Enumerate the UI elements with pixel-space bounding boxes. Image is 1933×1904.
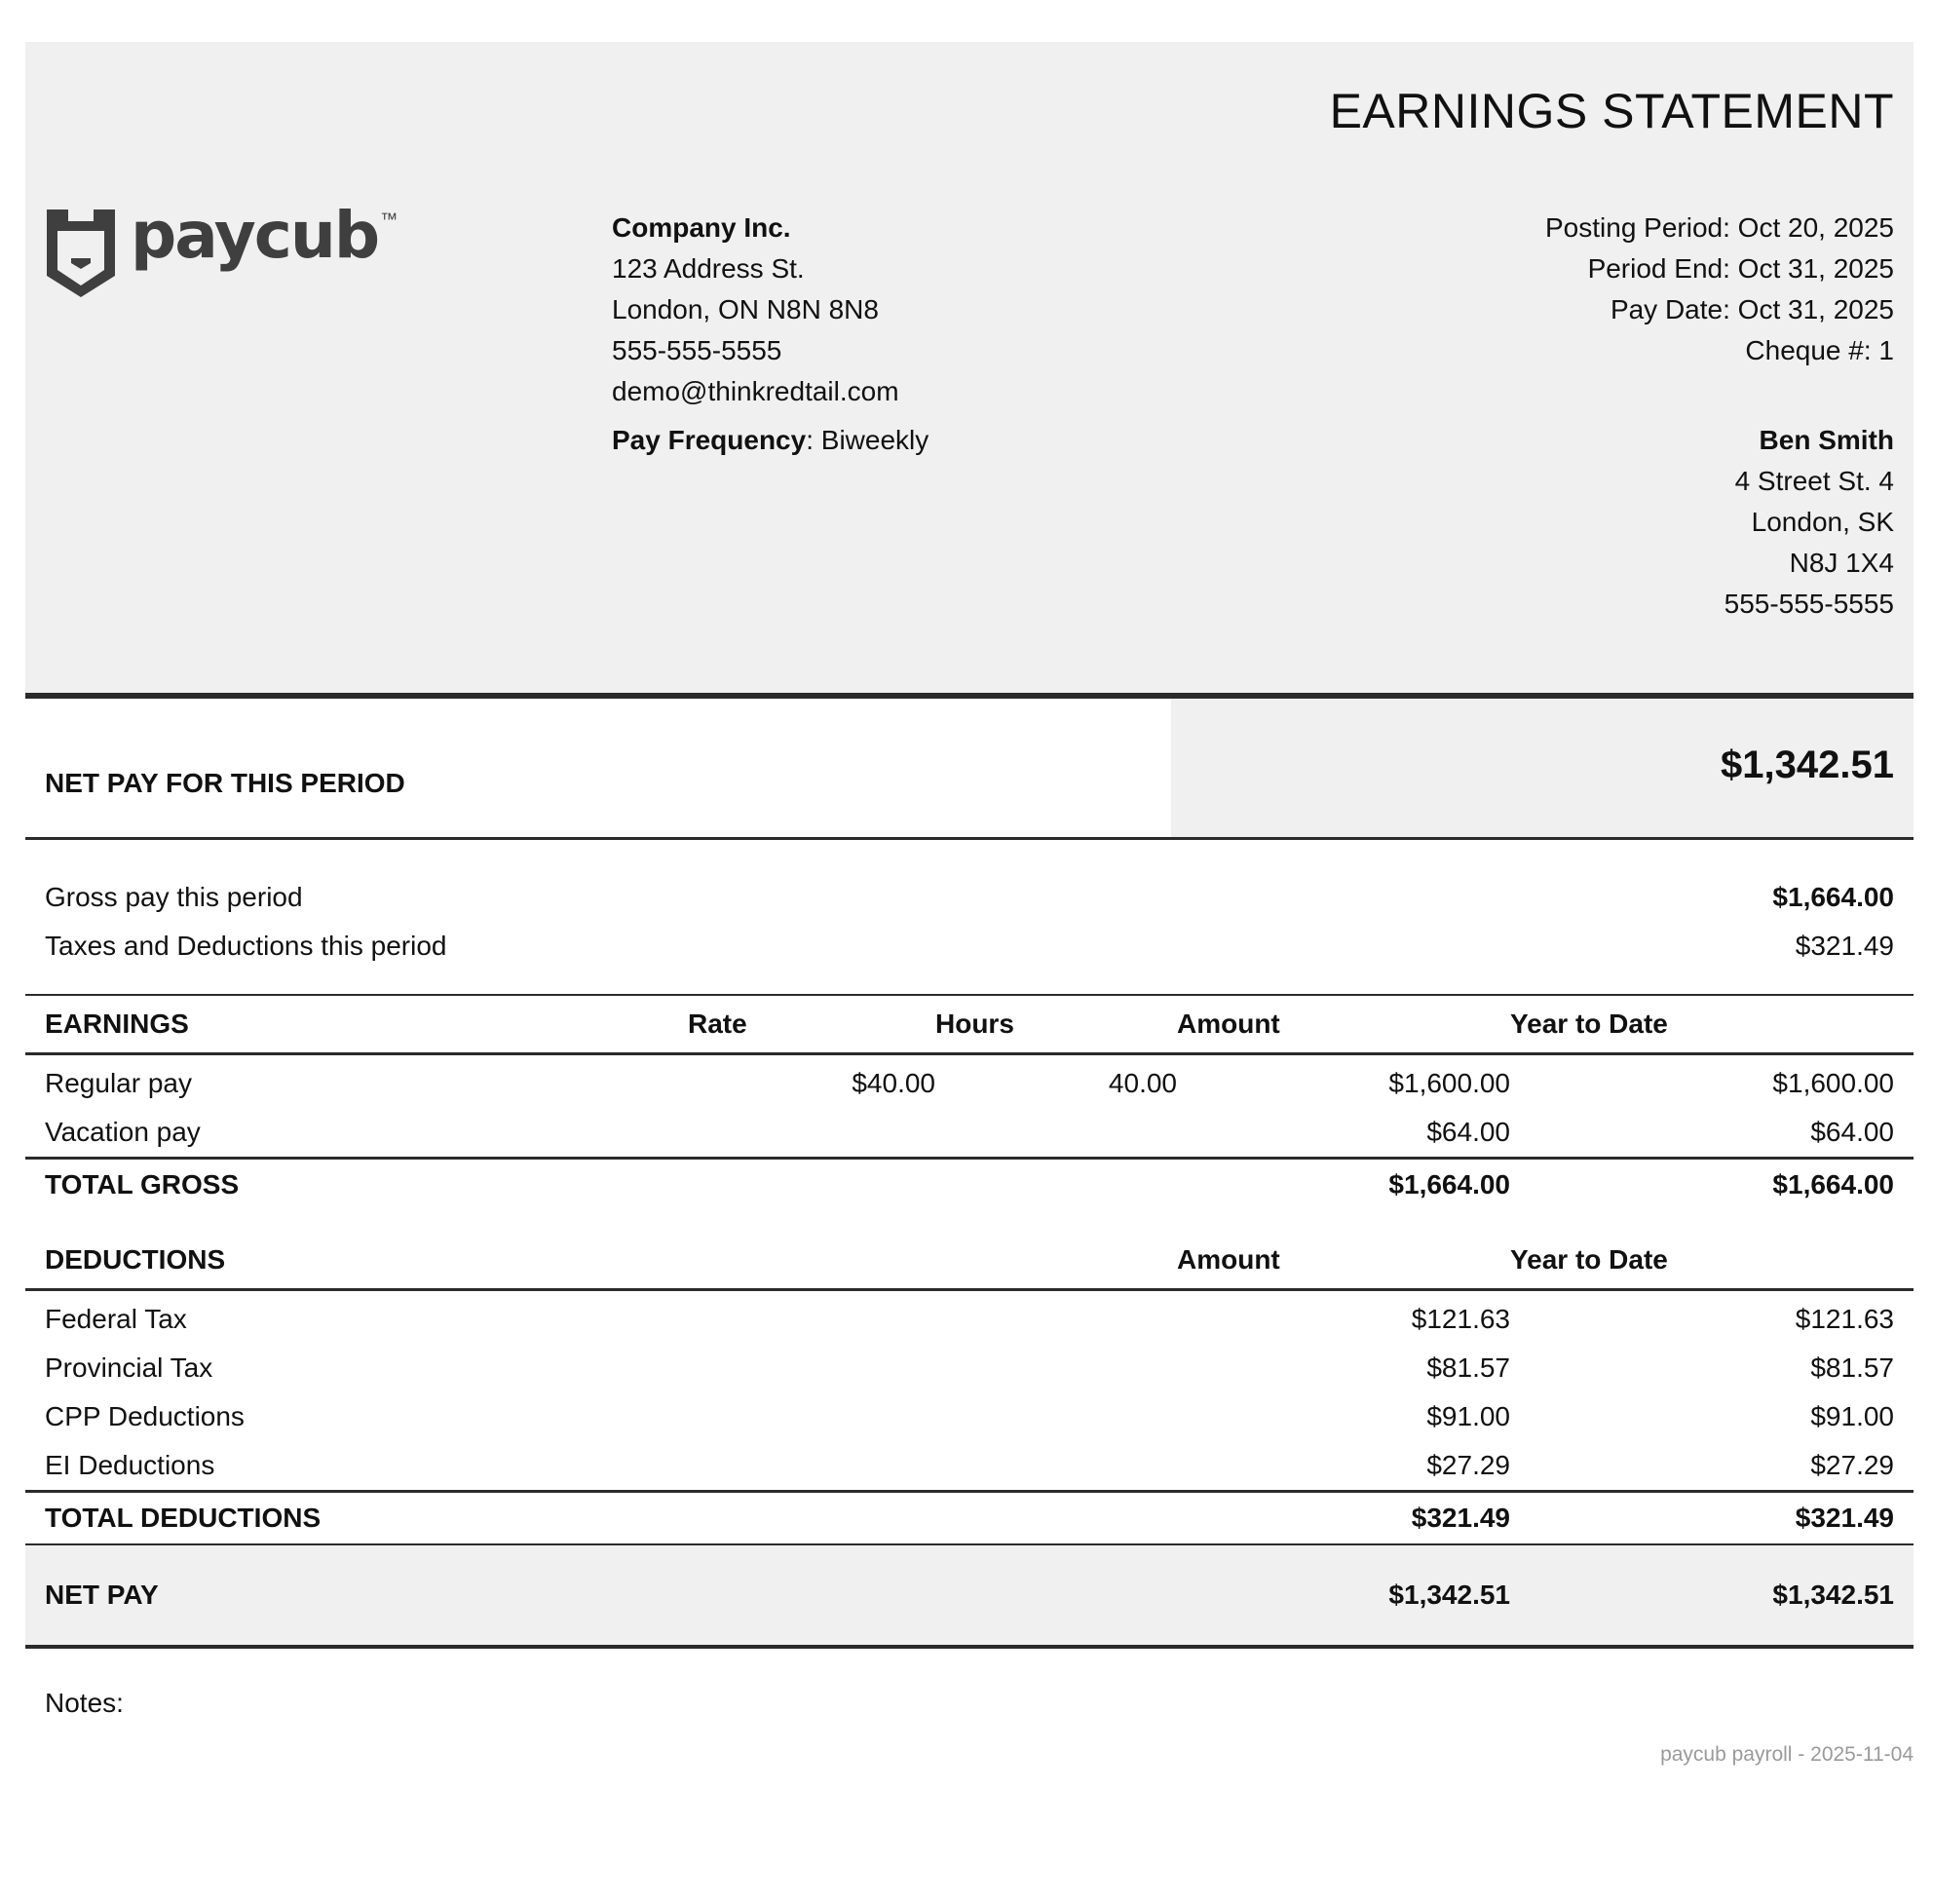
spacer-row [25, 1210, 1914, 1232]
deduction-label: CPP Deductions [45, 1401, 245, 1431]
deduction-amount: $81.57 [1426, 1352, 1510, 1383]
earnings-header-row [25, 996, 1914, 1054]
pay-frequency-value: : Biweekly [806, 425, 929, 455]
company-email: demo@thinkredtail.com [612, 376, 899, 406]
deduction-amount: $121.63 [1411, 1304, 1510, 1334]
earning-hours: 40.00 [1108, 1068, 1177, 1098]
table-row [25, 1290, 1914, 1345]
earning-amount: $64.00 [1426, 1117, 1510, 1147]
logo-trademark: ™ [380, 209, 398, 229]
net-pay-ytd: $1,342.51 [1510, 1544, 1914, 1647]
net-pay-banner-label: NET PAY FOR THIS PERIOD [45, 768, 405, 798]
ytd-header: Year to Date [1510, 996, 1914, 1054]
employee-address-line1: 4 Street St. 4 [1734, 466, 1894, 496]
amount-header: Amount [1177, 996, 1510, 1054]
total-gross-label: TOTAL GROSS [25, 1159, 688, 1211]
earnings-deductions-table [25, 996, 1914, 1649]
pay-summary [25, 840, 1914, 996]
gross-pay-value: $1,664.00 [1772, 882, 1894, 912]
deductions-summary-value: $321.49 [1795, 931, 1894, 961]
empty-cell [688, 1159, 935, 1211]
deduction-amount: $27.29 [1426, 1450, 1510, 1480]
pay-frequency [612, 420, 929, 461]
employee-postal-code: N8J 1X4 [1789, 548, 1894, 578]
net-pay-banner-right [1171, 699, 1914, 837]
rate-header: Rate [688, 996, 935, 1054]
earning-hours [935, 1108, 1177, 1159]
employee-info [1725, 420, 1894, 625]
total-deductions-row [25, 1492, 1914, 1545]
deduction-label: EI Deductions [45, 1450, 215, 1480]
earning-rate: $40.00 [852, 1068, 935, 1098]
statement-header [25, 42, 1914, 693]
earning-rate [688, 1108, 935, 1159]
hours-header: Hours [935, 996, 1177, 1054]
net-pay-banner [25, 693, 1914, 840]
total-gross-amount: $1,664.00 [1177, 1159, 1510, 1211]
deductions-ytd-header: Year to Date [1510, 1232, 1914, 1290]
net-pay-banner-left [25, 699, 1171, 837]
empty-cell [688, 1232, 935, 1290]
table-row [25, 1344, 1914, 1392]
logo [45, 198, 398, 304]
table-row [25, 1108, 1914, 1159]
deduction-ytd: $121.63 [1795, 1304, 1894, 1334]
empty-cell [935, 1344, 1177, 1392]
total-deductions-ytd: $321.49 [1510, 1492, 1914, 1545]
deductions-header-row [25, 1232, 1914, 1290]
empty-cell [688, 1441, 935, 1492]
company-address-line2: London, ON N8N 8N8 [612, 294, 879, 324]
earning-ytd: $1,600.00 [1772, 1068, 1894, 1098]
employee-name: Ben Smith [1759, 425, 1894, 455]
cheque-number: Cheque #: 1 [1745, 335, 1894, 365]
empty-cell [935, 1290, 1177, 1345]
deduction-label: Provincial Tax [45, 1352, 213, 1383]
empty-cell [688, 1544, 935, 1647]
deduction-amount: $91.00 [1426, 1401, 1510, 1431]
company-name: Company Inc. [612, 212, 791, 243]
total-deductions-label: TOTAL DEDUCTIONS [25, 1492, 688, 1545]
posting-period: Posting Period: Oct 20, 2025 [1545, 212, 1894, 243]
pay-frequency-label: Pay Frequency [612, 425, 807, 455]
net-pay-amount: $1,342.51 [1177, 1544, 1510, 1647]
empty-cell [688, 1392, 935, 1441]
spacer-cell [25, 1210, 1914, 1232]
earning-label: Regular pay [45, 1068, 192, 1098]
deductions-summary-label: Taxes and Deductions this period [45, 931, 447, 961]
employee-address-line2: London, SK [1751, 507, 1894, 537]
table-row [25, 1441, 1914, 1492]
deduction-ytd: $81.57 [1810, 1352, 1894, 1383]
period-info [1545, 208, 1894, 371]
empty-cell [688, 1344, 935, 1392]
company-phone: 555-555-5555 [612, 335, 782, 365]
empty-cell [935, 1159, 1177, 1211]
earnings-header: EARNINGS [25, 996, 688, 1054]
empty-cell [688, 1492, 935, 1545]
total-gross-row [25, 1159, 1914, 1211]
logo-wordmark: paycub [131, 198, 379, 273]
empty-cell [935, 1544, 1177, 1647]
document-title: EARNINGS STATEMENT [1329, 84, 1894, 138]
notes-label: Notes: [45, 1688, 124, 1718]
earning-amount: $1,600.00 [1388, 1068, 1510, 1098]
total-gross-ytd: $1,664.00 [1510, 1159, 1914, 1211]
empty-cell [688, 1290, 935, 1345]
shield-icon [45, 208, 117, 304]
table-row [25, 1392, 1914, 1441]
period-end: Period End: Oct 31, 2025 [1587, 253, 1894, 284]
gross-pay-row [25, 873, 1914, 922]
net-pay-row [25, 1544, 1914, 1647]
net-pay-banner-amount: $1,342.51 [1721, 743, 1894, 786]
pay-date: Pay Date: Oct 31, 2025 [1610, 294, 1894, 324]
company-info [612, 208, 929, 461]
company-address-line1: 123 Address St. [612, 253, 805, 284]
empty-cell [935, 1392, 1177, 1441]
deductions-amount-header: Amount [1177, 1232, 1510, 1290]
earning-ytd: $64.00 [1810, 1117, 1894, 1147]
employee-phone: 555-555-5555 [1724, 589, 1894, 619]
deduction-ytd: $27.29 [1810, 1450, 1894, 1480]
earnings-statement [25, 42, 1914, 1719]
deductions-header: DEDUCTIONS [25, 1232, 688, 1290]
gross-pay-label: Gross pay this period [45, 882, 303, 912]
table-row [25, 1054, 1914, 1109]
empty-cell [935, 1492, 1177, 1545]
earning-label: Vacation pay [45, 1117, 201, 1147]
empty-cell [935, 1441, 1177, 1492]
footer-text: paycub payroll - 2025-11-04 [1660, 1743, 1914, 1766]
total-deductions-amount: $321.49 [1177, 1492, 1510, 1545]
empty-cell [935, 1232, 1177, 1290]
deduction-label: Federal Tax [45, 1304, 187, 1334]
deductions-summary-row [25, 922, 1914, 971]
net-pay-label: NET PAY [25, 1544, 688, 1647]
deduction-ytd: $91.00 [1810, 1401, 1894, 1431]
